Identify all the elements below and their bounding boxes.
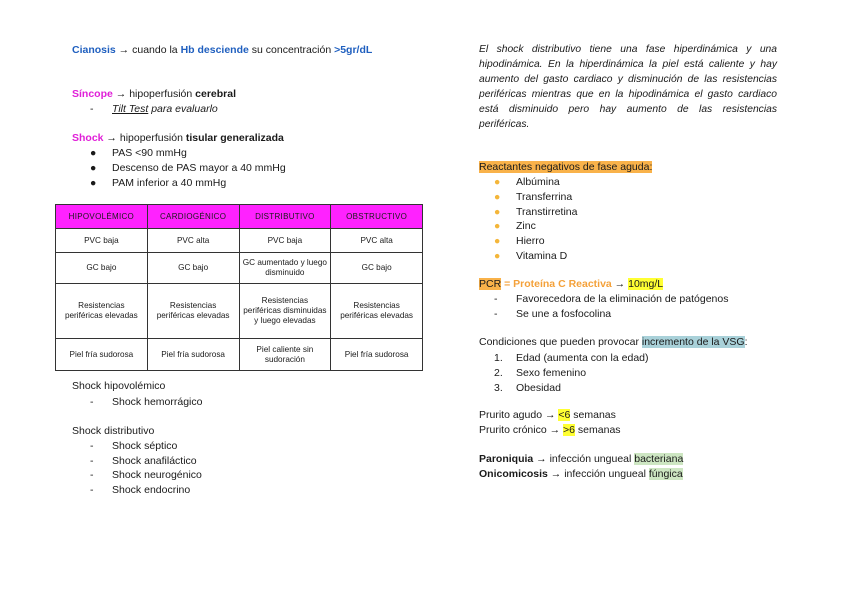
text: → infección ungueal — [547, 468, 649, 480]
table-cell: GC bajo — [56, 253, 148, 284]
dash: - — [90, 396, 94, 408]
text: Obesidad — [516, 382, 561, 394]
tilt-test: Tilt Test — [112, 103, 149, 115]
shock-distributivo-paragraph: El shock distributivo tiene una fase hiperdinámica y una hipodinámica. En la hiperdinámica la piel está caliente y hay aumento del gasto cardiaco y disminución de las resistencias periféricas mientras que en la hipodinámica el gasto cardiaco está disminuido pero hay aumento de las resistencias periféricas. — [479, 44, 777, 130]
prurito-cronico — [479, 424, 621, 436]
list-item — [90, 468, 202, 483]
bullet-icon: ● — [494, 190, 501, 203]
paroniquia-term: Paroniquia — [479, 453, 534, 465]
arrow: → — [103, 132, 120, 144]
text: Shock hemorrágico — [112, 396, 203, 408]
table-row — [56, 339, 423, 371]
vsg-list — [494, 351, 649, 396]
text: Hierro — [516, 235, 545, 248]
dash: - — [90, 440, 94, 452]
list-item — [90, 161, 286, 176]
table-cell: GC aumentado y luego disminuido — [239, 253, 331, 284]
table-cell: Piel fría sudorosa — [56, 339, 148, 371]
hipovolemico-title: Shock hipovolémico — [72, 380, 166, 392]
pcr-abbr: PCR — [479, 278, 502, 290]
text: semanas — [570, 409, 616, 421]
shock-criteria — [90, 146, 286, 191]
bullet-icon: ● — [90, 147, 97, 159]
cianosis-term: Cianosis — [72, 44, 116, 56]
sincope-term: Síncope — [72, 88, 113, 100]
hb-desciende: Hb desciende — [180, 44, 249, 56]
table-cell: Piel fría sudorosa — [147, 339, 239, 371]
pcr-line — [479, 278, 663, 290]
prurito-cronico-value: >6 — [563, 424, 576, 436]
table-cell: Piel caliente sin sudoración — [239, 339, 331, 371]
list-item — [494, 307, 728, 322]
sincope-bold: cerebral — [195, 88, 237, 100]
header-cell: HIPOVOLÉMICO — [56, 205, 148, 229]
dash: - — [90, 454, 94, 467]
reactantes-title — [479, 161, 652, 173]
dash: - — [90, 103, 94, 115]
text: Shock anafiláctico — [112, 454, 197, 467]
table-cell: Resistencias periféricas elevadas — [147, 284, 239, 339]
bullet-icon: ● — [90, 162, 97, 174]
list-item — [494, 366, 649, 381]
arrow: → — [115, 44, 133, 56]
text: Shock neurogénico — [112, 469, 202, 482]
hipovolemico-list — [90, 396, 202, 408]
dash: - — [90, 469, 94, 482]
list-item — [90, 439, 202, 454]
table-cell: Resistencias periféricas elevadas — [331, 284, 423, 339]
text: para evaluarlo — [148, 103, 218, 115]
text: su concentración — [248, 44, 335, 56]
header-cell: DISTRIBUTIVO — [239, 205, 331, 229]
number: 3. — [494, 382, 503, 394]
header-cell: OBSTRUCTIVO — [331, 205, 423, 229]
number: 1. — [494, 352, 503, 364]
cianosis-line — [72, 44, 372, 56]
text: Condiciones que pueden provocar — [479, 336, 642, 348]
bullet-icon: ● — [90, 177, 97, 189]
text: : — [744, 336, 748, 348]
text: semanas — [575, 424, 621, 436]
arrow: → — [611, 278, 629, 290]
text: Sexo femenino — [516, 367, 587, 379]
table-row — [56, 229, 423, 253]
prurito-agudo — [479, 409, 616, 421]
text: Prurito crónico → — [479, 424, 564, 436]
text: hipoperfusión — [129, 88, 196, 100]
cianosis-value: >5gr/dL — [334, 44, 373, 56]
text: Shock endocrino — [112, 484, 191, 497]
onicomicosis-term: Onicomicosis — [479, 468, 548, 480]
sincope-line — [72, 88, 236, 100]
vsg-line — [479, 336, 748, 348]
shock-line — [72, 132, 284, 144]
pcr-list — [494, 292, 728, 322]
number: 2. — [494, 367, 503, 379]
text: Favorecedora de la eliminación de patógenos — [516, 293, 729, 305]
shock-table — [55, 204, 423, 371]
text: Zinc — [516, 220, 536, 233]
pcr-value: 10mg/L — [628, 278, 664, 290]
table-row — [56, 284, 423, 339]
text: hipoperfusión — [119, 132, 186, 144]
paroniquia-line — [479, 453, 683, 465]
table-header — [56, 205, 423, 229]
reactantes-list — [494, 175, 577, 264]
text: Shock séptico — [112, 440, 178, 452]
shock-term: Shock — [72, 132, 104, 144]
text: Transferrina — [516, 190, 573, 203]
list-item — [494, 205, 577, 220]
list-item — [494, 175, 577, 190]
dash: - — [494, 293, 498, 305]
table-cell: PVC alta — [331, 229, 423, 253]
list-item — [494, 381, 649, 396]
list-item — [90, 176, 286, 191]
table-cell: GC bajo — [331, 253, 423, 284]
text: Se une a fosfocolina — [516, 308, 612, 320]
distributivo-title: Shock distributivo — [72, 425, 155, 437]
table-cell: Resistencias periféricas disminuidas y luego elevadas — [239, 284, 331, 339]
list-item — [494, 190, 577, 205]
list-item — [494, 351, 649, 366]
list-item — [494, 249, 577, 264]
bullet-icon: ● — [494, 205, 501, 218]
prurito-agudo-value: <6 — [558, 409, 571, 421]
arrow: → — [112, 88, 130, 100]
text: → infección ungueal — [533, 453, 635, 465]
list-item — [494, 234, 577, 249]
text: PAS <90 mmHg — [112, 147, 187, 159]
bacteriana: bacteriana — [634, 453, 684, 465]
text: Edad (aumenta con la edad) — [516, 352, 649, 364]
table-cell: Piel fría sudorosa — [331, 339, 423, 371]
table-cell: PVC alta — [147, 229, 239, 253]
fungica: fúngica — [648, 468, 683, 480]
list-item — [90, 146, 286, 161]
text: Transtirretina — [516, 205, 578, 218]
text: Albúmina — [516, 176, 560, 188]
text: Descenso de PAS mayor a 40 mmHg — [112, 162, 286, 174]
list-item — [90, 483, 202, 498]
dash: - — [494, 308, 498, 320]
list-item — [494, 219, 577, 234]
table-cell: GC bajo — [147, 253, 239, 284]
table-cell: PVC baja — [239, 229, 331, 253]
header-cell: CARDIOGÉNICO — [147, 205, 239, 229]
list-item — [494, 292, 728, 307]
text: PAM inferior a 40 mmHg — [112, 177, 227, 189]
sincope-sub — [90, 103, 218, 115]
text: = — [501, 278, 514, 290]
table-cell: PVC baja — [56, 229, 148, 253]
bullet-icon: ● — [494, 220, 501, 233]
list-item — [90, 396, 202, 408]
list-item — [90, 454, 202, 469]
pcr-full: Proteína C Reactiva — [513, 278, 612, 290]
text: Prurito agudo → — [479, 409, 559, 421]
onicomicosis-line — [479, 468, 683, 480]
bullet-icon: ● — [494, 235, 501, 248]
vsg-highlight: incremento de la VSG — [641, 336, 745, 348]
text: Vitamina D — [516, 249, 568, 262]
bullet-icon: ● — [494, 176, 501, 188]
table-row — [56, 253, 423, 284]
shock-bold: tisular generalizada — [185, 132, 284, 144]
bullet-icon: ● — [494, 249, 501, 262]
distributivo-list — [90, 439, 202, 498]
table-cell: Resistencias periféricas elevadas — [56, 284, 148, 339]
text: cuando la — [132, 44, 181, 56]
reactantes-title-text: Reactantes negativos de fase aguda: — [479, 161, 653, 173]
dash: - — [90, 484, 94, 497]
